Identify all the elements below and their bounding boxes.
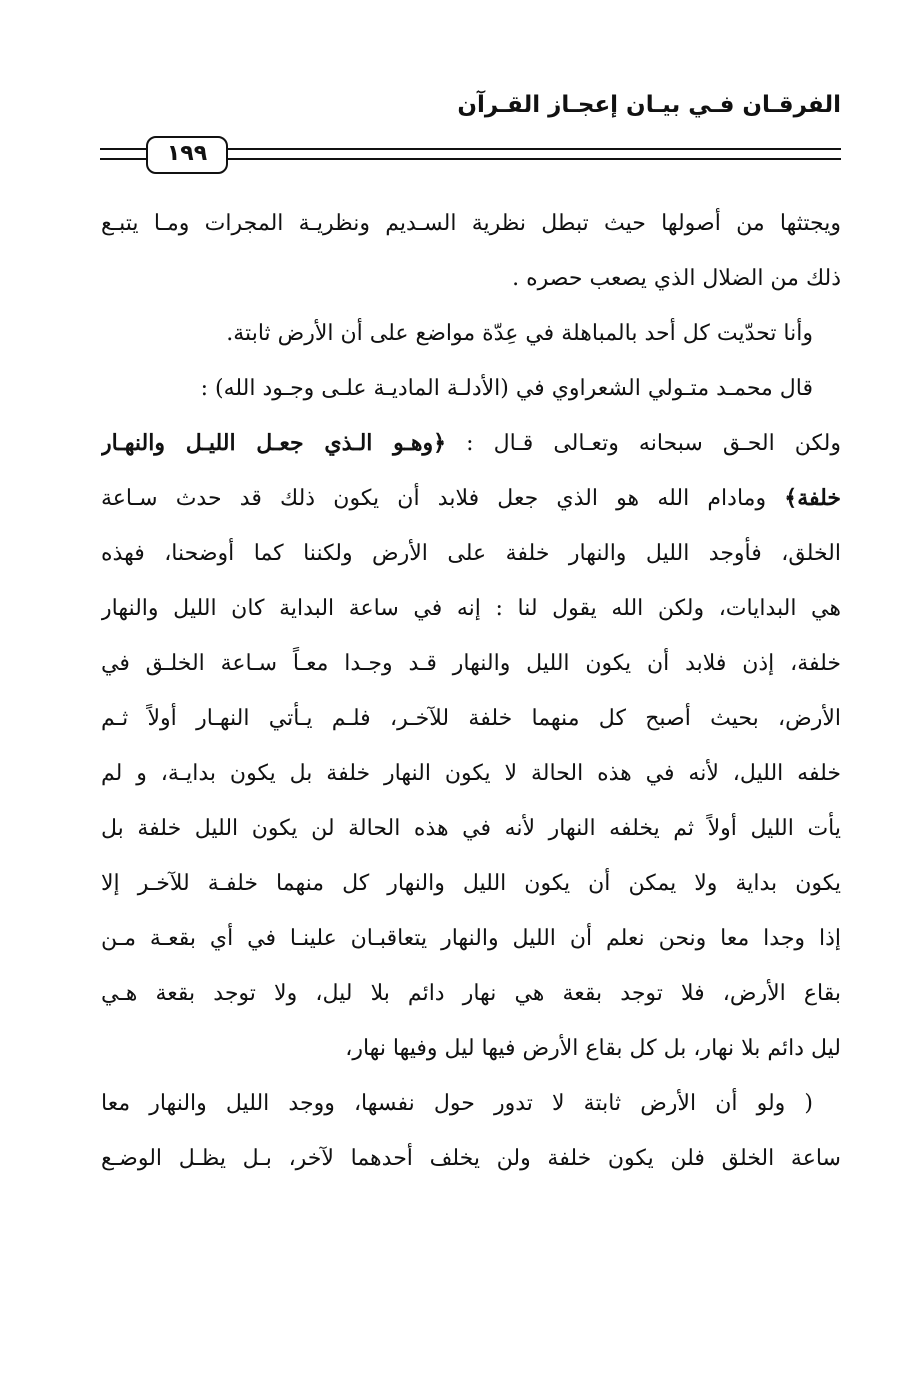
text-line: بقاع الأرض، فلا توجد بقعة هي نهار دائم بلا ليل، ولا توجد بقعة هـي	[101, 981, 841, 1006]
text-line: هي البدايات، ولكن الله يقول لنا : إنه في ساعة البداية كان الليل والنهار	[101, 596, 841, 621]
text-line: ويجتثها من أصولها حيث تبطل نظرية السـديم ونظريـة المجرات ومـا يتبـع	[101, 211, 841, 236]
text-line: الخلق، فأوجد الليل والنهار خلفة على الأرض ولكننا كما أوضحنا، فهذه	[101, 541, 841, 566]
body-text	[101, 196, 841, 1186]
text-line: يأت الليل أولاً ثم يخلفه النهار لأنه في هذه الحالة لن يكون الليل خلفة بل	[101, 816, 841, 841]
text-line	[101, 471, 841, 526]
text-segment: ولكن الحـق سبحانه وتعـالى قـال :	[466, 431, 841, 456]
text-line: قال محمـد متـولي الشعراوي في (الأدلـة الماديـة علـى وجـود الله) :	[200, 376, 813, 401]
page-number: ١٩٩	[146, 136, 228, 174]
text-line: خلفة، إذن فلابد أن يكون الليل والنهار قـد وجـدا معـاً سـاعة الخلـق في	[101, 651, 841, 676]
text-line: ساعة الخلق فلن يكون خلفة ولن يخلف أحدهما لآخر، بـل يظـل الوضـع	[101, 1146, 841, 1171]
text-segment: ومادام الله هو الذي جعل فلابد أن يكون ذلك قد حدث سـاعة	[101, 486, 767, 511]
text-line: ليل دائم بلا نهار، بل كل بقاع الأرض فيها ليل وفيها نهار،	[345, 1036, 841, 1061]
text-line: الأرض، بحيث أصبح كل منهما خلفة للآخـر، فلـم يـأتي النهـار أولاً ثـم	[101, 706, 841, 731]
quran-quote: ﴿وهـو الـذي جعـل الليـل والنهـار	[101, 430, 447, 456]
quran-quote-end: خلفة﴾	[784, 485, 841, 511]
text-line: ذلك من الضلال الذي يصعب حصره .	[512, 266, 841, 291]
header-rule	[100, 136, 841, 176]
text-line: وأنا تحدّيت كل أحد بالمباهلة في عِدّة مواضع على أن الأرض ثابتة.	[226, 321, 813, 346]
text-line: خلفه الليل، لأنه في هذه الحالة لا يكون النهار خلفة بل يكون بدايـة، و لم	[101, 761, 841, 786]
text-line: إذا وجدا معا ونحن نعلم أن الليل والنهار يتعاقبـان علينـا في أي بقعـة مـن	[101, 926, 841, 951]
text-line	[101, 416, 841, 471]
running-title: الفرقـان فـي بيـان إعجـاز القـرآن	[457, 92, 841, 118]
text-line: ( ولو أن الأرض ثابتة لا تدور حول نفسها، ووجد الليل والنهار معا	[101, 1091, 813, 1116]
text-line: يكون بداية ولا يمكن أن يكون الليل والنهار كل منهما خلفـة للآخـر إلا	[101, 871, 841, 896]
